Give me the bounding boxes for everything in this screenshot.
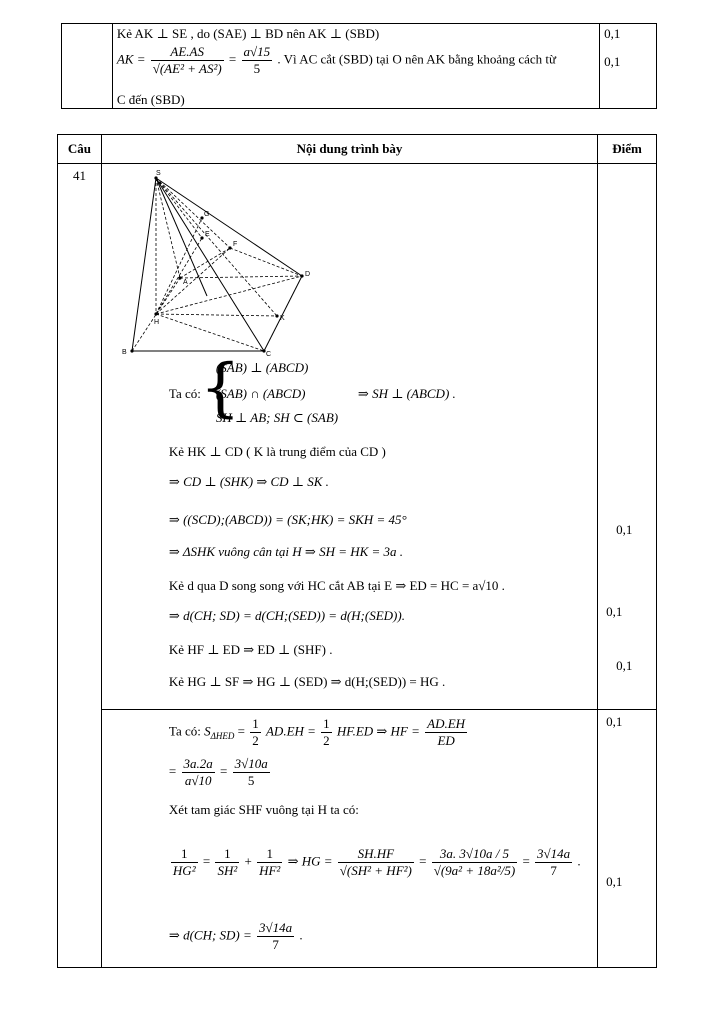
score-b-2: 0,1	[606, 874, 623, 889]
concl-frac	[257, 920, 294, 953]
row-part-b	[58, 710, 657, 968]
formula-tail: . Vì AC cắt (SBD) tại O nên AK bằng khoảng cách từ	[277, 51, 557, 67]
hf-ed: HF.ED ⇒ HF =	[336, 723, 420, 739]
edge-hc	[153, 314, 264, 351]
label-d: D	[304, 271, 310, 278]
conclusion-line: ⇒ d(CH; SD) = $\frac{3√14a}{7}$ .	[168, 920, 303, 952]
edge-sc	[153, 178, 264, 351]
half-den-2: 2	[323, 733, 330, 748]
half-frac-1	[250, 716, 261, 749]
line-triangle: ⇒ ΔSHK vuông cân tại H ⇒ SH = HK = 3a .	[168, 544, 404, 559]
big-den: √(9a² + 18a²/5)	[433, 863, 516, 878]
area-line	[169, 716, 469, 749]
header-row	[58, 135, 657, 164]
half-den-1: 2	[252, 733, 259, 748]
final-frac	[535, 846, 572, 879]
r-frac-1	[182, 756, 215, 789]
edge-he	[156, 238, 202, 314]
edge-hf	[156, 248, 230, 314]
top-left-cell	[62, 24, 113, 109]
top-score-1: 0,1	[604, 26, 621, 41]
r-den2: 5	[247, 773, 255, 788]
score-a-2: 0,1	[606, 604, 623, 619]
score-a-3: 0,1	[616, 658, 633, 673]
formula-frac-2	[242, 44, 273, 77]
final-num: 3√14a	[537, 846, 571, 861]
header-cau: Câu	[58, 135, 102, 164]
line-ed: Kẻ d qua D song song với HC cắt AB tại E ⇒ ED = HC = a√10 .	[168, 578, 505, 593]
area-eq: =	[237, 723, 245, 739]
formula-frac-1	[151, 44, 224, 77]
main-table	[57, 134, 657, 968]
label-c: C	[265, 351, 271, 358]
hf-frac	[425, 716, 467, 749]
edge-hk	[156, 314, 277, 316]
top-score-2: 0,1	[604, 54, 621, 69]
concl-num: 3√14a	[259, 920, 293, 935]
edge-sb	[132, 178, 156, 351]
system-result: ⇒ SH ⊥ (ABCD) .	[357, 386, 456, 401]
formula-lhs: AK =	[116, 51, 146, 67]
concl-den: 7	[272, 937, 279, 952]
taco-label: Ta có:	[168, 386, 201, 401]
hg-frac	[338, 846, 414, 879]
score-part-a	[598, 164, 657, 710]
score-a-1: 0,1	[616, 522, 633, 537]
top-formula	[117, 44, 556, 77]
top-line-3: C đến (SBD)	[116, 92, 185, 107]
label-a: A	[182, 279, 188, 286]
score-b-1: 0,1	[606, 714, 623, 729]
line-distance: ⇒ d(CH; SD) = d(CH;(SED)) = d(H;(SED)).	[168, 608, 405, 623]
header-diem: Điểm	[598, 135, 657, 164]
label-s: S	[155, 170, 161, 177]
system-brace: {	[199, 351, 241, 425]
score-part-b	[598, 710, 657, 968]
r-frac-2	[233, 756, 270, 789]
r-den: a√10	[184, 773, 212, 788]
label-f: F	[232, 241, 238, 248]
hg-eq: ⇒ HG =	[287, 853, 333, 869]
sqrt-den: √(SH² + HF²)	[339, 863, 412, 878]
r-num2: 3√10a	[234, 756, 268, 771]
half-frac-2	[321, 716, 332, 749]
inv-hg-frac: $\frac{1}{\text{HG²}}$	[172, 846, 196, 878]
taco2: Ta có:	[168, 723, 201, 739]
big-num: 3a. 3√10a / 5	[432, 846, 517, 863]
hg-line: $\frac{1}{\text{HG²}}$ = $\frac{1}{\text{SH²}}$ + $\frac{1}{\text{HF²}}$ ⇒ HG = $\frac{SH.HF}{\text{√(SH² + HF²)}}$ = $\frac{3a. 3√10a / 5}{\text{√(9a² + 18a²/5)}}$ = $\frac{3√14a}{7}$ .	[172, 846, 581, 878]
shhf: SH.HF	[338, 846, 414, 863]
line-hg: Kẻ HG ⊥ SF ⇒ HG ⊥ (SED) ⇒ d(H;(SED)) = HG .	[168, 674, 446, 689]
pyramid-figure	[122, 168, 322, 358]
label-b: B	[121, 349, 127, 356]
row-part-a	[58, 164, 657, 710]
top-score-cell	[600, 24, 657, 109]
inv-sh: SH²	[217, 863, 238, 878]
formula-eq: =	[228, 51, 237, 67]
line-hk: Kẻ HK ⊥ CD ( K là trung điểm của CD )	[168, 444, 386, 459]
big-frac	[432, 846, 517, 879]
half-num-1: 1	[252, 716, 259, 731]
top-content-cell	[112, 24, 599, 109]
top-line-1: Kẻ AK ⊥ SE , do (SAE) ⊥ BD nên AK ⊥ (SBD)	[116, 26, 380, 41]
result-line: = $\frac{3a.2a}{a√10}$ = $\frac{3√10a}{5}$	[168, 756, 268, 788]
edge-hd	[156, 276, 302, 314]
inv-hf-frac: $\frac{1}{\text{HF²}}$	[259, 846, 281, 878]
label-e: E	[204, 231, 210, 238]
area-s: S	[204, 723, 211, 739]
label-g: G	[203, 211, 210, 218]
hf-den: ED	[437, 733, 455, 748]
inv-hg: HG²	[172, 863, 196, 878]
label-h: H	[153, 319, 159, 326]
content-part-a	[101, 164, 597, 710]
edge-ae	[180, 248, 230, 278]
inv-hf: HF²	[259, 863, 281, 878]
line-angle: ⇒ ((SCD);(ABCD)) = (SK;HK) = SKH = 45°	[168, 512, 407, 527]
formula-den: √(AE² + AS²)	[152, 61, 222, 76]
system-line-2: (SAB) ∩ (ABCD)	[215, 386, 306, 401]
concl-text: ⇒ d(CH; SD) =	[168, 927, 252, 943]
r-num: 3a.2a	[183, 756, 213, 771]
system-line-3: SH ⊥ AB; SH ⊂ (SAB)	[215, 410, 339, 425]
area-sub: ΔHED	[210, 731, 235, 742]
header-content: Nội dung trình bày	[101, 135, 597, 164]
formula-num2: a√15	[243, 44, 271, 59]
formula-num: AE.AS	[151, 44, 224, 61]
line-cd: ⇒ CD ⊥ (SHK) ⇒ CD ⊥ SK .	[168, 474, 329, 489]
line-hf: Kẻ HF ⊥ ED ⇒ ED ⊥ (SHF) .	[168, 642, 333, 657]
label-k: K	[279, 315, 285, 322]
question-number: 41	[58, 164, 102, 968]
xet-line: Xét tam giác SHF vuông tại H ta có:	[168, 802, 359, 817]
system-line-1: (SAB) ⊥ (ABCD)	[215, 360, 309, 375]
inv-sh-frac: $\frac{1}{\text{SH²}}$	[217, 846, 238, 878]
half-num-2: 1	[323, 716, 330, 731]
edge-sa	[156, 178, 180, 278]
ad-eh: AD.EH =	[265, 723, 316, 739]
content-part-b	[101, 710, 597, 968]
final-den: 7	[550, 863, 557, 878]
formula-den2: 5	[253, 61, 261, 76]
edge-cd	[264, 276, 302, 351]
top-table	[61, 23, 657, 109]
hf-num: AD.EH	[427, 716, 466, 731]
